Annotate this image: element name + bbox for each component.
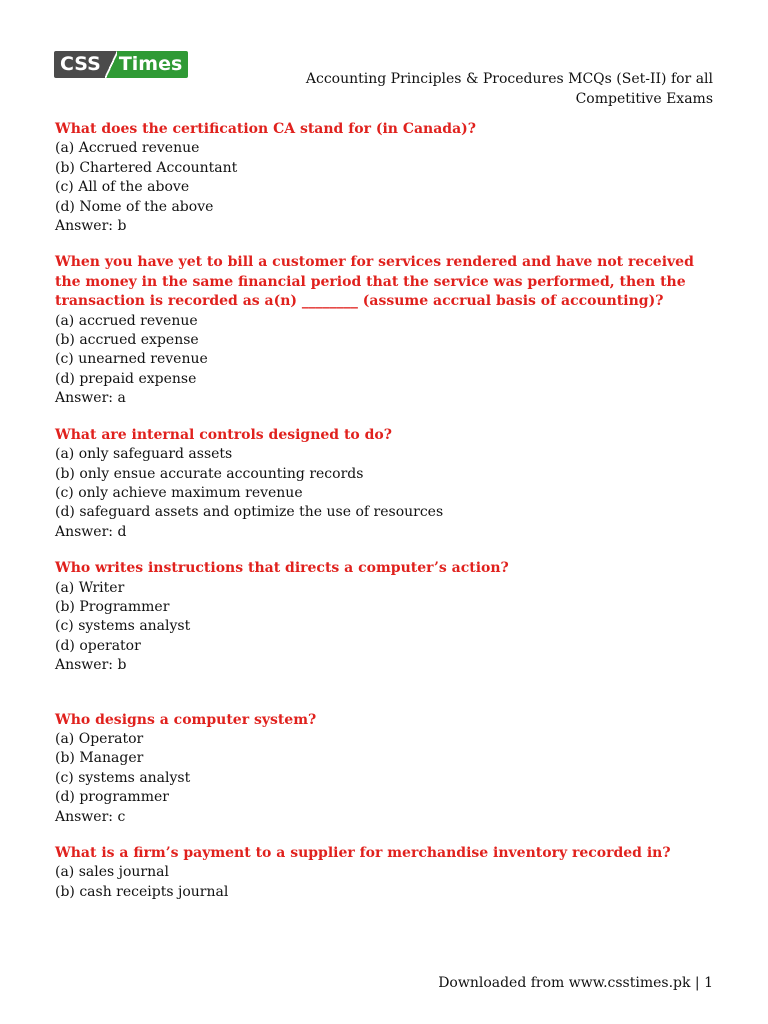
option: (d) prepaid expense [55,370,197,387]
logo-times-text: Times [117,51,188,78]
option: (a) only safeguard assets [55,446,233,463]
option: (c) systems analyst [55,769,191,786]
question-text: Who designs a computer system? [55,711,317,728]
option: (a) Operator [55,730,144,747]
option: (c) only achieve maximum revenue [55,484,303,501]
option: (d) Nome of the above [55,198,214,215]
question-block [55,426,715,542]
option: (a) sales journal [55,864,169,881]
question-text: What does the certification CA stand for (in Canada)? [55,121,476,137]
answer: Answer: a [55,390,126,407]
document-title-line-2: Competitive Exams [575,91,713,107]
option: (b) only ensue accurate accounting records [55,465,364,482]
question-text: When you have yet to bill a customer for services rendered and have not received the money in the same financial period that the service was performed, then the transaction is recorded as a(n) ________ (assume accrual basis of accounting)? [55,254,694,310]
option: (c) systems analyst [55,618,191,635]
question-block [55,844,715,902]
question-text: Who writes instructions that directs a computer’s action? [55,560,509,577]
css-times-logo [54,51,188,78]
logo-slash [105,51,117,78]
question-block [55,253,715,408]
answer: Answer: b [55,218,127,235]
option: (c) All of the above [55,179,190,196]
option: (d) programmer [55,789,169,806]
option: (a) accrued revenue [55,312,198,329]
document-title [273,69,713,109]
answer: Answer: b [55,657,127,674]
questions-list [55,120,715,919]
answer: Answer: c [55,808,126,825]
option: (b) Manager [55,750,144,767]
question-text: What are internal controls designed to do? [55,426,392,443]
question-block [55,711,715,827]
page-footer: Downloaded from www.csstimes.pk | 1 [438,975,713,991]
option: (a) Accrued revenue [55,140,200,157]
option: (d) safeguard assets and optimize the use of resources [55,504,444,521]
answer: Answer: d [55,523,127,540]
option: (c) unearned revenue [55,351,208,368]
option: (b) cash receipts journal [55,883,229,900]
question-text: What is a firm’s payment to a supplier for merchandise inventory recorded in? [55,845,671,861]
option: (b) Chartered Accountant [55,159,238,176]
option: (b) Programmer [55,598,170,615]
option: (d) operator [55,637,141,654]
document-title-line-1: Accounting Principles & Procedures MCQs (Set-II) for all [305,71,713,87]
question-block [55,559,715,675]
option: (a) Writer [55,579,125,596]
option: (b) accrued expense [55,332,199,349]
logo-css-text: CSS [54,51,105,78]
question-block [55,120,715,236]
